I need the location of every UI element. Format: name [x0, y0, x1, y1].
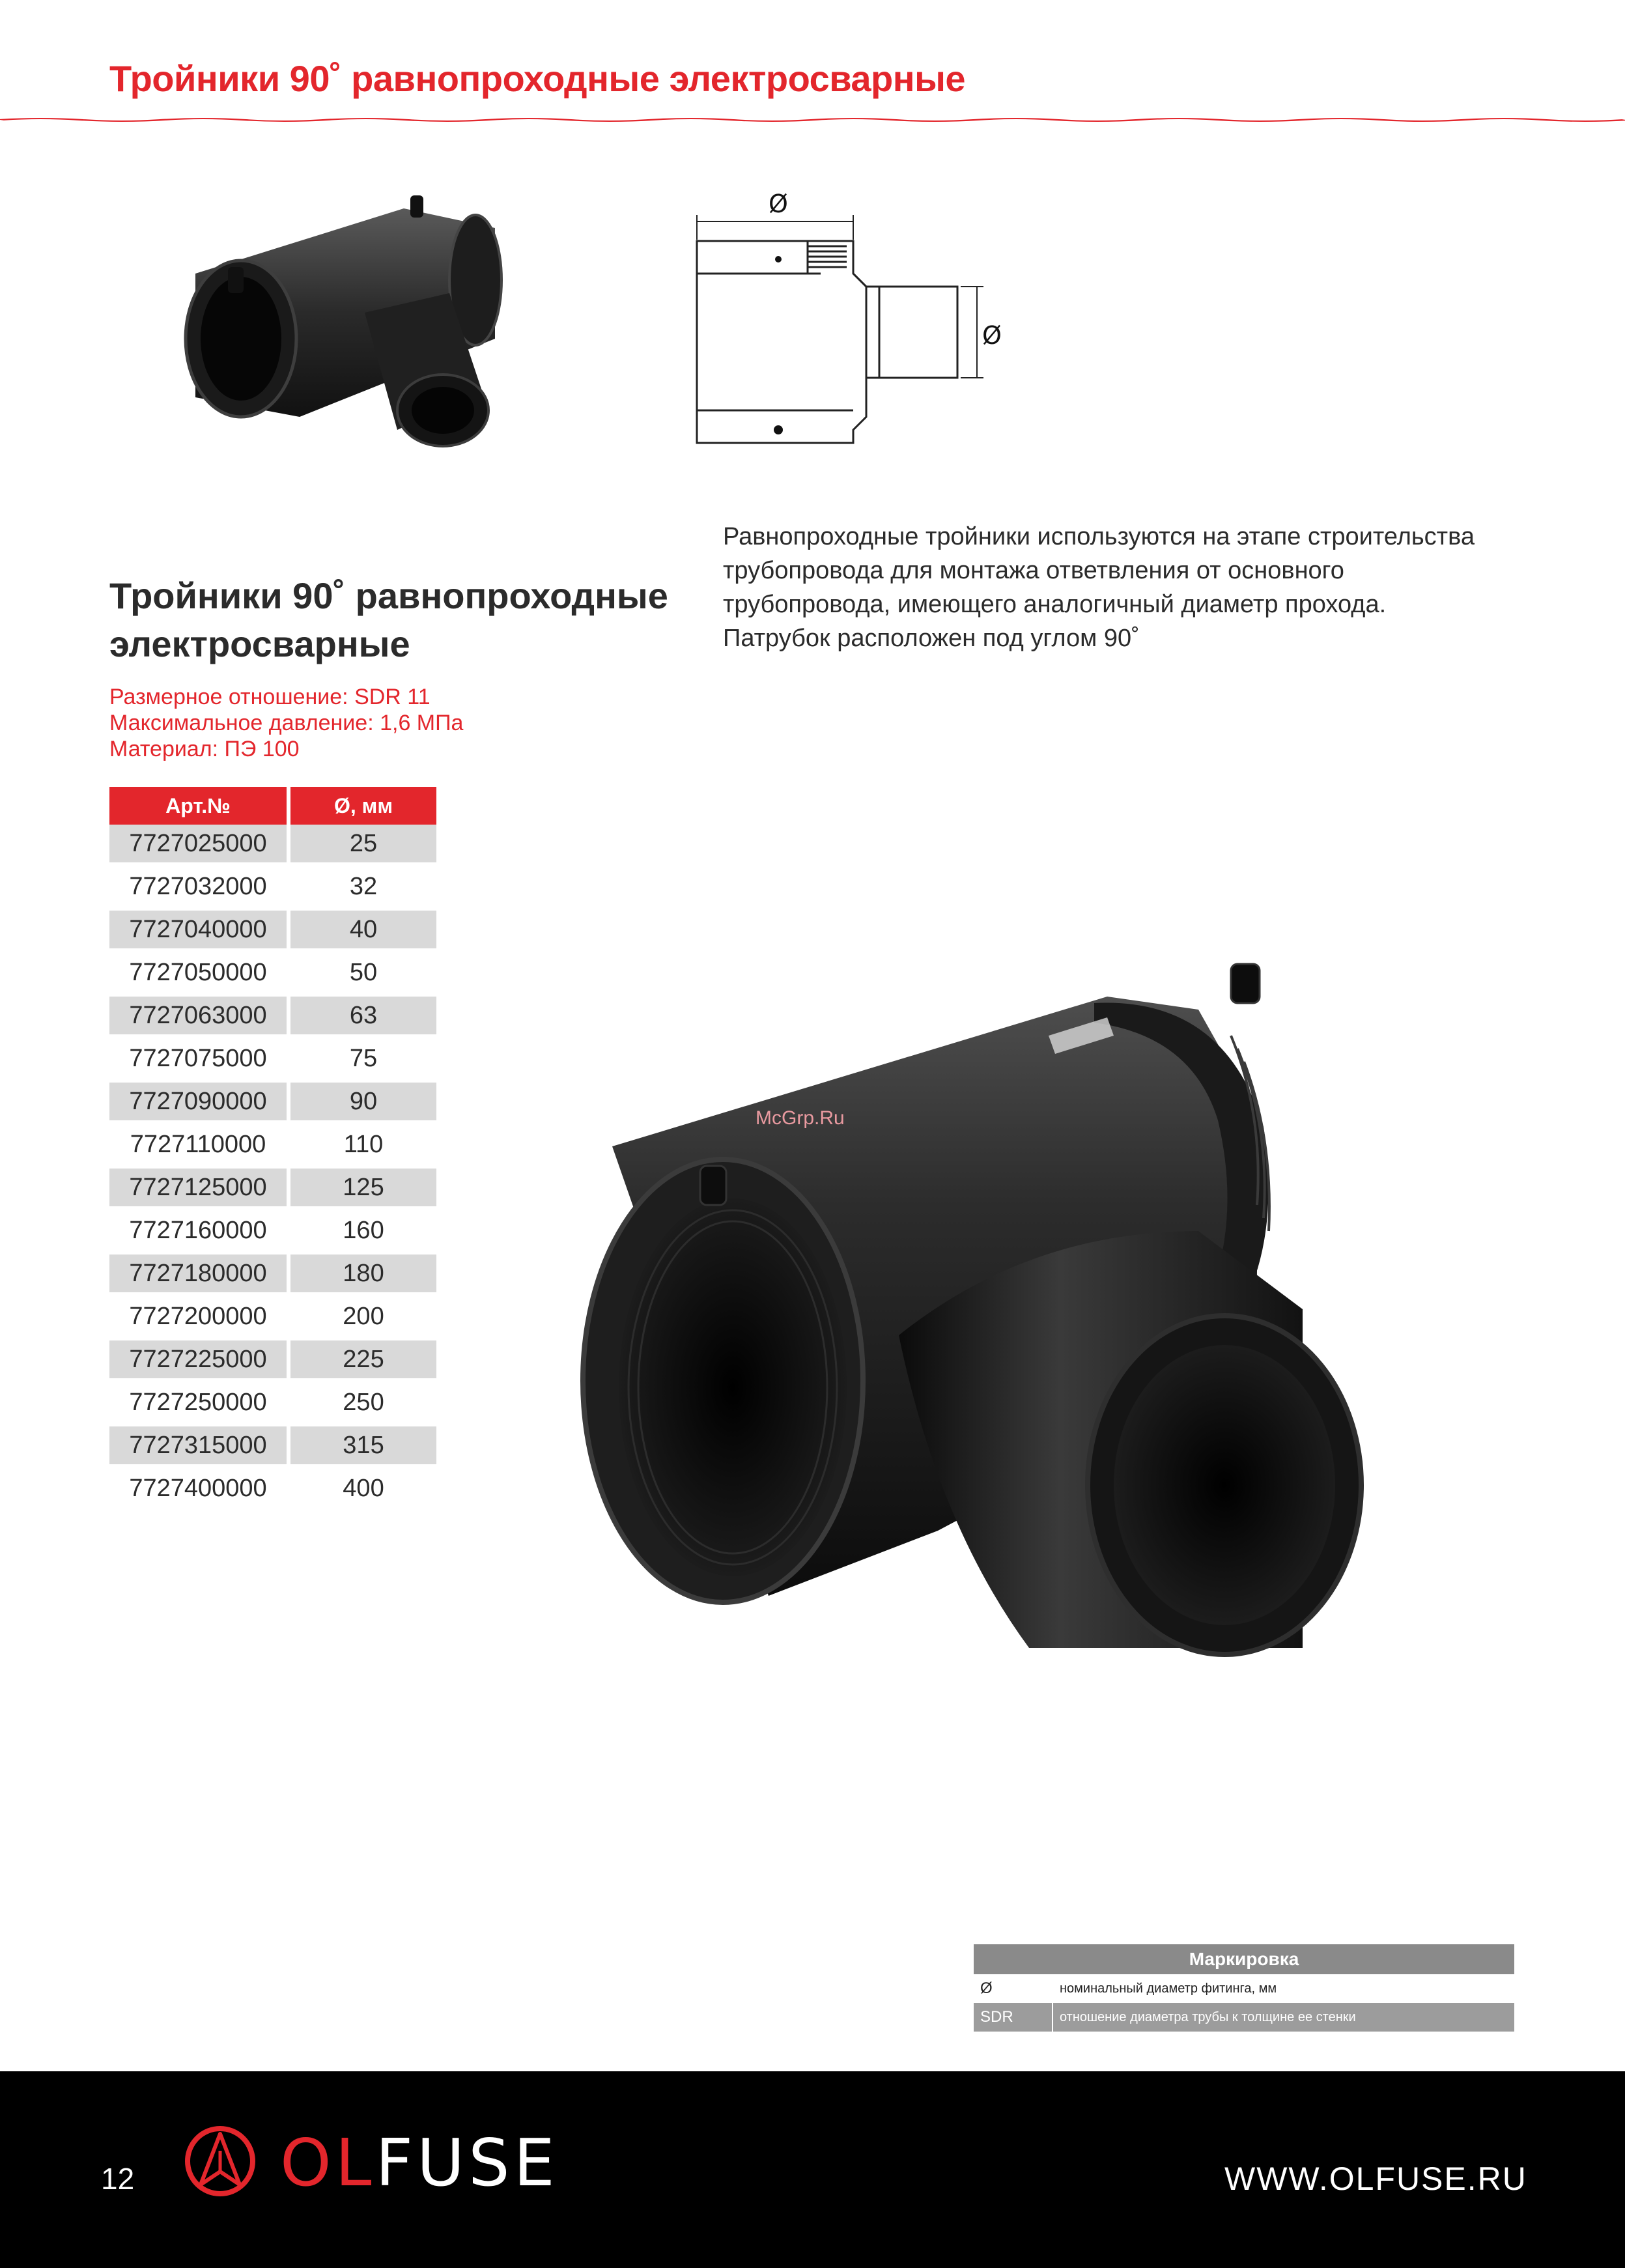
table-row — [109, 1040, 436, 1083]
column-header-diameter: Ø, мм — [290, 787, 436, 825]
table-row — [109, 1083, 436, 1126]
diameter-symbol-side: Ø — [982, 321, 1002, 350]
diameter-cell: 250 — [290, 1383, 436, 1426]
column-header-article: Арт.№ — [109, 787, 290, 825]
table-row — [109, 1383, 436, 1426]
article-number-cell: 7727040000 — [109, 911, 290, 954]
article-number-cell: 7727090000 — [109, 1083, 290, 1126]
diameter-cell: 225 — [290, 1340, 436, 1383]
legend-text: отношение диаметра трубы к толщине ее стенки — [1053, 2003, 1514, 2032]
article-number-cell: 7727110000 — [109, 1126, 290, 1169]
diameter-symbol-top: Ø — [769, 190, 788, 218]
watermark: McGrp.Ru — [756, 1107, 845, 1129]
diameter-cell: 180 — [290, 1254, 436, 1297]
table-row — [109, 1426, 436, 1469]
product-specs — [109, 684, 463, 762]
table-row — [109, 1212, 436, 1254]
spec-sdr: Размерное отношение: SDR 11 — [109, 685, 431, 709]
diameter-cell: 63 — [290, 997, 436, 1040]
page-title: Тройники 90˚ равнопроходные электросварные — [109, 58, 966, 99]
table-row — [109, 954, 436, 997]
product-description: Равнопроходные тройники используются на этапе строительства трубопровода для монтажа ответвления от основного трубопровода, имеющего аналогичный диаметр прохода. Патрубок расположен под углом 90˚ — [723, 523, 1475, 652]
table-row — [109, 1169, 436, 1212]
diameter-cell: 25 — [290, 825, 436, 868]
article-number-cell: 7727050000 — [109, 954, 290, 997]
article-number-cell: 7727400000 — [109, 1469, 290, 1512]
table-row — [109, 911, 436, 954]
table-row — [109, 997, 436, 1040]
diameter-cell: 50 — [290, 954, 436, 997]
article-number-cell: 7727250000 — [109, 1383, 290, 1426]
table-row — [109, 1297, 436, 1340]
diameter-cell: 75 — [290, 1040, 436, 1083]
page-number: 12 — [101, 2162, 135, 2196]
diameter-cell: 200 — [290, 1297, 436, 1340]
legend-title: Маркировка — [974, 1944, 1514, 1974]
website-url[interactable]: WWW.OLFUSE.RU — [1224, 2161, 1527, 2197]
section-title: Тройники 90˚ равнопроходные электросварные — [109, 575, 668, 664]
legend-text: номинальный диаметр фитинга, мм — [1060, 1981, 1277, 1996]
article-number-cell: 7727063000 — [109, 997, 290, 1040]
spec-pressure: Максимальное давление: 1,6 МПа — [109, 711, 464, 735]
legend-symbol: SDR — [974, 2003, 1053, 2032]
diameter-cell: 32 — [290, 868, 436, 911]
spec-material: Материал: ПЭ 100 — [109, 737, 300, 761]
diameter-cell: 40 — [290, 911, 436, 954]
article-table — [109, 787, 436, 1512]
dimension-drawing — [671, 182, 1002, 482]
logo-suffix: FUSE — [375, 2125, 559, 2201]
table-header-row — [109, 787, 436, 825]
brand-logo-text — [280, 2125, 559, 2201]
diameter-cell: 90 — [290, 1083, 436, 1126]
diameter-cell: 400 — [290, 1469, 436, 1512]
article-number-cell: 7727032000 — [109, 868, 290, 911]
article-number-cell: 7727200000 — [109, 1297, 290, 1340]
table-row — [109, 825, 436, 868]
diameter-cell: 125 — [290, 1169, 436, 1212]
article-number-cell: 7727160000 — [109, 1212, 290, 1254]
product-thumbnail-image — [169, 182, 521, 469]
table-row — [109, 1126, 436, 1169]
diameter-cell: 110 — [290, 1126, 436, 1169]
article-number-cell: 7727125000 — [109, 1169, 290, 1212]
table-row — [109, 1254, 436, 1297]
article-number-cell: 7727075000 — [109, 1040, 290, 1083]
header-divider — [0, 117, 1625, 122]
brand-logo-mark — [182, 2125, 261, 2198]
marking-legend — [974, 1944, 1514, 2032]
article-number-cell: 7727315000 — [109, 1426, 290, 1469]
legend-symbol: Ø — [974, 1974, 1053, 2003]
article-number-cell: 7727180000 — [109, 1254, 290, 1297]
legend-row — [974, 2003, 1514, 2032]
product-photo — [573, 840, 1505, 1785]
table-row — [109, 1340, 436, 1383]
legend-row — [974, 1974, 1514, 2003]
article-number-cell: 7727025000 — [109, 825, 290, 868]
table-row — [109, 868, 436, 911]
diameter-cell: 315 — [290, 1426, 436, 1469]
article-number-cell: 7727225000 — [109, 1340, 290, 1383]
logo-prefix: OL — [280, 2125, 376, 2201]
diameter-cell: 160 — [290, 1212, 436, 1254]
table-row — [109, 1469, 436, 1512]
